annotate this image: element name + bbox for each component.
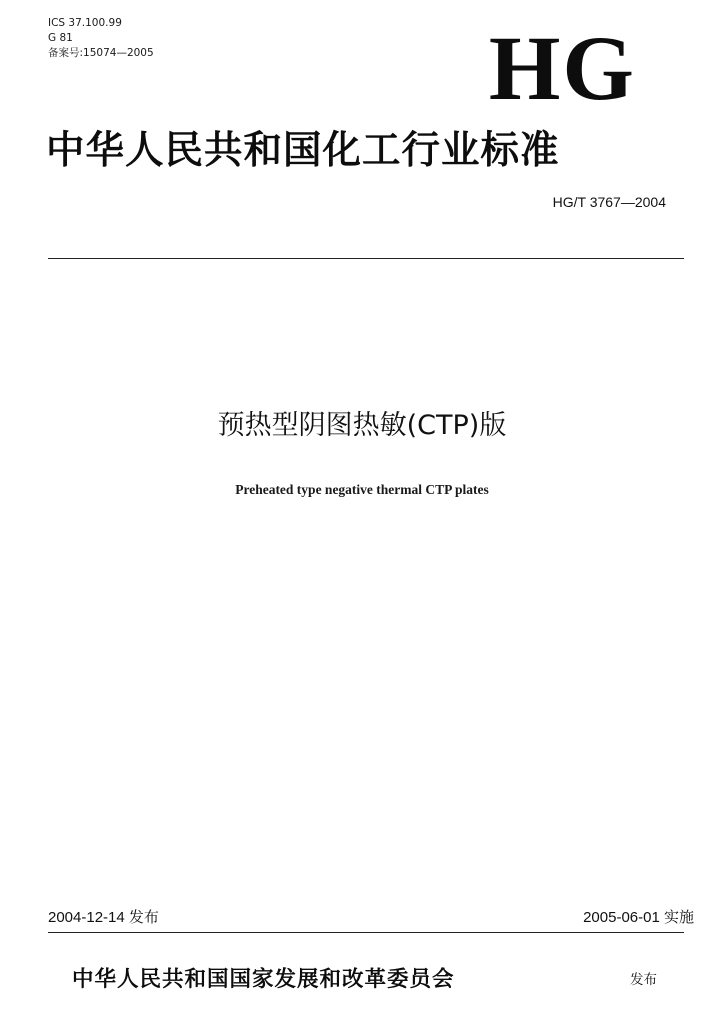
document-title-english: Preheated type negative thermal CTP plates [235,482,489,497]
bottom-divider [48,932,684,933]
standard-number: HG/T 3767—2004 [552,194,666,210]
classification-block [48,16,154,61]
ics-code: ICS 37.100.99 [48,17,122,29]
issue-date: 2004-12-14 发布 [48,909,159,926]
document-title-chinese: 预热型阴图热敏(CTP)版 [217,410,507,441]
issuing-authority: 中华人民共和国国家发展和改革委员会 [72,967,455,992]
filing-number: 备案号:15074—2005 [48,47,154,59]
ccs-code: G 81 [48,32,73,44]
implementation-date: 2005-06-01 实施 [583,909,694,926]
issued-label: 发布 [630,972,657,988]
standard-category-title: 中华人民共和国化工行业标准 [46,128,560,173]
hg-logo: HG [488,17,636,119]
top-divider [48,258,684,259]
